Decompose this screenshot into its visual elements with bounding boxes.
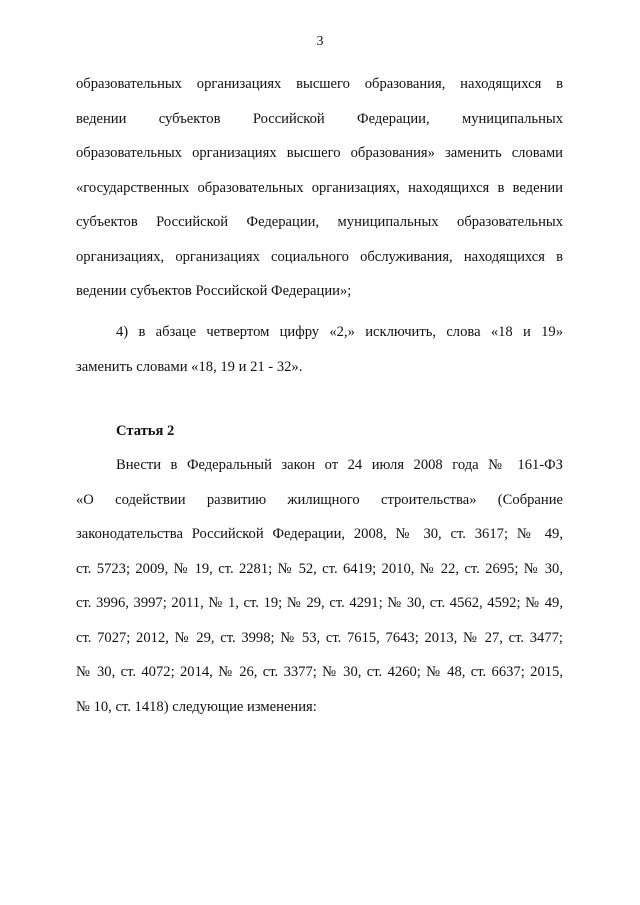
paragraph-3-line: № 10, ст. 1418) следующие изменения:: [76, 698, 317, 715]
paragraph-1-line: образовательных организациях высшего образования» заменить словами: [76, 145, 563, 161]
paragraph-1-line: ведении субъектов Российской Федерации, муниципальных: [76, 110, 563, 127]
paragraph-1: [76, 67, 563, 309]
paragraph-1-line: «государственных образовательных организациях, находящихся в ведении: [76, 179, 563, 196]
paragraph-3-line: «О содействии развитию жилищного строительства» (Собрание: [76, 491, 563, 508]
paragraph-3-line: ст. 5723; 2009, № 19, ст. 2281; № 52, ст. 6419; 2010, № 22, ст. 2695; № 30,: [76, 560, 563, 577]
page-number: 3: [316, 34, 324, 49]
article-heading: Статья 2: [116, 423, 175, 439]
paragraph-2-line: заменить словами «18, 19 и 21 - 32».: [76, 358, 303, 375]
article-heading-block: [76, 414, 563, 449]
paragraph-3-line: законодательства Российской Федерации, 2008, № 30, ст. 3617; № 49,: [76, 526, 563, 542]
paragraph-1-line: образовательных организациях высшего образования, находящихся в: [76, 76, 563, 92]
paragraph-2-line: 4) в абзаце четвертом цифру «2,» исключить, слова «18 и 19»: [116, 324, 563, 340]
paragraph-1-line: организациях, организациях социального обслуживания, находящихся в: [76, 248, 563, 265]
paragraph-1-line: субъектов Российской Федерации, муниципальных образовательных: [76, 214, 563, 230]
paragraph-2: [76, 315, 563, 384]
paragraph-3-line: Внести в Федеральный закон от 24 июля 2008 года № 161-ФЗ: [116, 457, 563, 473]
paragraph-3-line: № 30, ст. 4072; 2014, № 26, ст. 3377; № 30, ст. 4260; № 48, ст. 6637; 2015,: [76, 664, 563, 680]
paragraph-3-line: ст. 7027; 2012, № 29, ст. 3998; № 53, ст. 7615, 7643; 2013, № 27, ст. 3477;: [76, 629, 563, 646]
paragraph-3-line: ст. 3996, 3997; 2011, № 1, ст. 19; № 29, ст. 4291; № 30, ст. 4562, 4592; № 49,: [76, 595, 563, 611]
paragraph-3: [76, 448, 563, 724]
paragraph-1-line: ведении субъектов Российской Федерации»;: [76, 283, 352, 299]
